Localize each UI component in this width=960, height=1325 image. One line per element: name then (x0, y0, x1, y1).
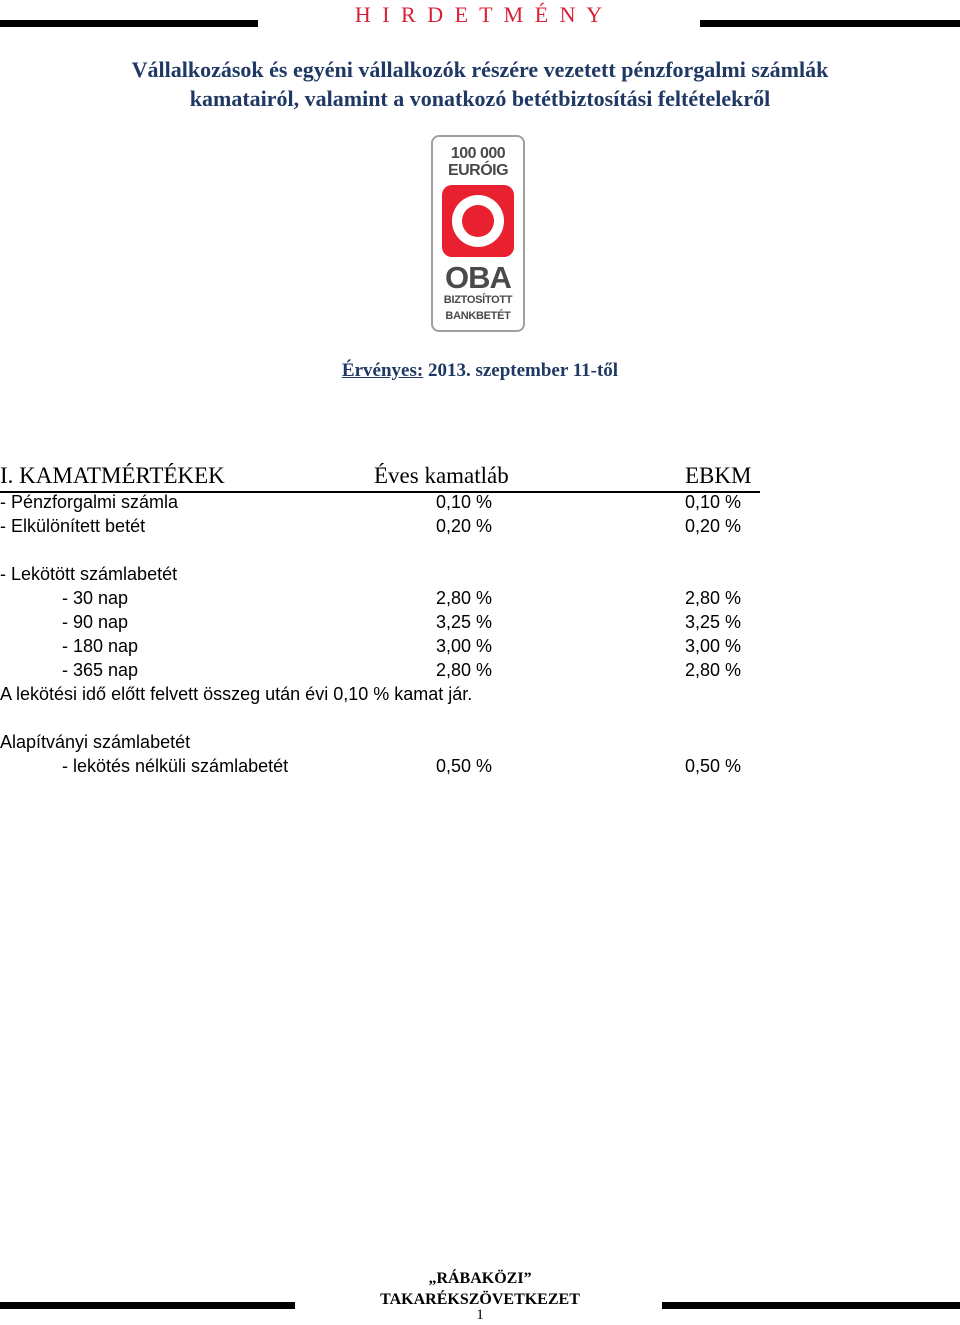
oba-logo (431, 135, 525, 332)
document-subtitle (0, 55, 960, 113)
subtitle-line-2: kamatairól, valamint a vonatkozó betétbiztosítási feltételekről (189, 86, 771, 111)
rate-value: 0,10 % (436, 492, 493, 512)
rate-row (0, 636, 960, 660)
rate-value: 2,80 % (436, 588, 493, 608)
logo-deposit: BANKBETÉT (445, 310, 511, 322)
ebkm-value: 0,50 % (685, 756, 742, 776)
section-title: I. KAMATMÉRTÉKEK (0, 463, 225, 488)
column-header-ebkm: EBKM (685, 463, 752, 488)
rate-row (0, 756, 960, 780)
footer-org-name-1: „RÁBAKÖZI” (428, 1270, 532, 1287)
rate-row (0, 588, 960, 612)
ebkm-value: 0,20 % (685, 516, 742, 536)
rate-label: - 365 nap (62, 660, 139, 680)
rate-row (0, 660, 960, 684)
rate-value: 2,80 % (436, 660, 493, 680)
logo-amount: 100 000 (450, 145, 506, 162)
ebkm-value: 2,80 % (685, 660, 742, 680)
ebkm-value: 3,25 % (685, 612, 742, 632)
early-withdrawal-note: A lekötési idő előtt felvett összeg után évi 0,10 % kamat jár. (0, 684, 473, 704)
rate-value: 0,20 % (436, 516, 493, 536)
rate-label: - Pénzforgalmi számla (0, 492, 179, 512)
ebkm-value: 3,00 % (685, 636, 742, 656)
validity-date (0, 360, 960, 382)
oba-ring-icon (442, 185, 514, 257)
fixed-deposit-title: - Lekötött számlabetét (0, 564, 178, 584)
rate-label: - 90 nap (62, 612, 129, 632)
rate-value: 0,50 % (436, 756, 493, 776)
ebkm-value: 0,10 % (685, 492, 742, 512)
validity-value: 2013. szeptember 11-től (423, 360, 619, 381)
rate-label: - lekötés nélküli számlabetét (62, 756, 289, 776)
rate-row (0, 612, 960, 636)
rate-row (0, 492, 960, 516)
rate-value: 3,25 % (436, 612, 493, 632)
subtitle-line-1: Vállalkozások és egyéni vállalkozók részére vezetett pénzforgalmi számlák (131, 57, 829, 82)
column-header-annual-rate: Éves kamatláb (374, 463, 509, 488)
rate-label: - Elkülönített betét (0, 516, 146, 536)
validity-label: Érvényes: (341, 360, 424, 381)
document-heading: H I R D E T M É N Y (354, 2, 606, 27)
logo-currency: EURÓIG (447, 162, 509, 179)
rates-table-header (0, 463, 760, 493)
logo-insured: BIZTOSÍTOTT (443, 294, 513, 306)
foundation-deposit-title: Alapítványi számlabetét (0, 732, 191, 752)
ebkm-value: 2,80 % (685, 588, 742, 608)
rate-label: - 180 nap (62, 636, 139, 656)
logo-brand: OBA (445, 260, 511, 295)
rate-row (0, 516, 960, 540)
footer-org-name-2: TAKARÉKSZÖVETKEZET (380, 1291, 580, 1308)
page-number: 1 (476, 1307, 484, 1323)
rate-label: - 30 nap (62, 588, 129, 608)
rate-value: 3,00 % (436, 636, 493, 656)
